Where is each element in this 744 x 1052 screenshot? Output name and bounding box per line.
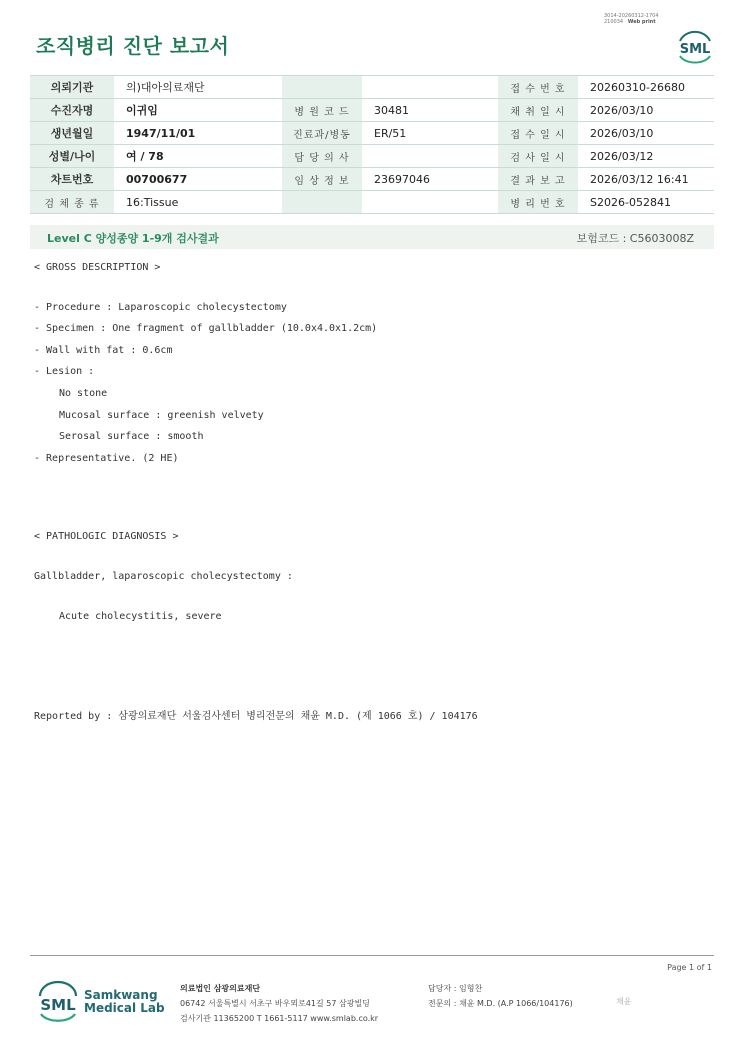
info-label: 수진자명 bbox=[30, 99, 114, 122]
footer-divider bbox=[30, 955, 714, 956]
page-number: Page 1 of 1 bbox=[667, 963, 712, 972]
info-value: 2026/03/12 bbox=[578, 145, 714, 168]
info-row bbox=[30, 168, 714, 191]
meta-code: 210034 bbox=[604, 19, 624, 25]
sml-logo-icon bbox=[676, 26, 714, 64]
signature: 채윤 bbox=[616, 997, 632, 1006]
info-value: 2026/03/10 bbox=[578, 122, 714, 145]
info-label: 병 리 번 호 bbox=[498, 191, 578, 214]
gross-wall: - Wall with fat : 0.6cm bbox=[34, 345, 173, 356]
info-row bbox=[30, 76, 714, 99]
staff-label: 담당자 : bbox=[428, 984, 457, 993]
meta-web-print: Web print bbox=[627, 19, 656, 25]
lab-name-line2: Medical Lab bbox=[84, 1001, 165, 1015]
lab-name-line1: Samkwang bbox=[84, 988, 158, 1002]
org-name: 의료법인 삼광의료재단 bbox=[180, 984, 261, 993]
insurance-code: 보험코드 : C5603008Z bbox=[576, 232, 694, 245]
info-label: 결 과 보 고 bbox=[498, 168, 578, 191]
print-meta bbox=[604, 13, 659, 25]
diagnosis-site: Gallbladder, laparoscopic cholecystectomy : bbox=[34, 571, 293, 582]
info-value: 의)대아의료재단 bbox=[114, 76, 282, 99]
info-value: 이귀임 bbox=[114, 99, 282, 122]
info-label: 접 수 번 호 bbox=[498, 76, 578, 99]
gross-procedure: - Procedure : Laparoscopic cholecystectomy bbox=[34, 302, 287, 313]
specialist-name: 채윤 M.D. (A.P 1066/104176) bbox=[458, 999, 573, 1008]
info-value bbox=[362, 145, 498, 168]
lesion-serosal: Serosal surface : smooth bbox=[59, 431, 204, 442]
info-label: 차트번호 bbox=[30, 168, 114, 191]
reported-by: Reported by : 삼광의료재단 서울검사센터 병리전문의 채윤 M.D. (제 1066 호) / 104176 bbox=[34, 711, 478, 722]
gross-specimen: - Specimen : One fragment of gallbladder (10.0x4.0x1.2cm) bbox=[34, 323, 378, 334]
staff-name: 임형찬 bbox=[458, 984, 483, 993]
org-address: 06742 서울특별시 서초구 바우뫼로41길 57 삼광빌딩 bbox=[180, 999, 370, 1008]
meta-id: 3014-20260312-1704 bbox=[604, 13, 659, 19]
info-value: 23697046 bbox=[362, 168, 498, 191]
info-row bbox=[30, 191, 714, 214]
info-value: 2026/03/12 16:41 bbox=[578, 168, 714, 191]
info-value: 여 / 78 bbox=[114, 145, 282, 168]
info-value: ER/51 bbox=[362, 122, 498, 145]
info-value bbox=[362, 76, 498, 99]
info-label: 의뢰기관 bbox=[30, 76, 114, 99]
info-label: 성별/나이 bbox=[30, 145, 114, 168]
diagnosis-header: < PATHOLOGIC DIAGNOSIS > bbox=[34, 531, 179, 542]
info-value: 00700677 bbox=[114, 168, 282, 191]
info-label: 진료과/병동 bbox=[282, 122, 362, 145]
svg-text:SML: SML bbox=[40, 996, 76, 1014]
report-title: 조직병리 진단 보고서 bbox=[36, 34, 230, 58]
info-value: 20260310-26680 bbox=[578, 76, 714, 99]
info-label: 담 당 의 사 bbox=[282, 145, 362, 168]
info-label: 병 원 코 드 bbox=[282, 99, 362, 122]
gross-header: < GROSS DESCRIPTION > bbox=[34, 262, 161, 273]
lesion-mucosal: Mucosal surface : greenish velvety bbox=[59, 410, 264, 421]
patient-info-table bbox=[30, 75, 714, 214]
info-label: 검 사 일 시 bbox=[498, 145, 578, 168]
info-value bbox=[362, 191, 498, 214]
info-label: 생년월일 bbox=[30, 122, 114, 145]
info-label bbox=[282, 191, 362, 214]
org-contact: 검사기관 11365200 T 1661-5117 www.smlab.co.kr bbox=[180, 1014, 379, 1023]
info-value: 1947/11/01 bbox=[114, 122, 282, 145]
gross-lesion: - Lesion : bbox=[34, 366, 95, 377]
info-value: S2026-052841 bbox=[578, 191, 714, 214]
diagnosis-result: Acute cholecystitis, severe bbox=[59, 611, 222, 622]
specialist-label: 전문의 : bbox=[428, 999, 457, 1008]
info-value: 16:Tissue bbox=[114, 191, 282, 214]
info-label: 임 상 정 보 bbox=[282, 168, 362, 191]
info-row bbox=[30, 122, 714, 145]
level-bar bbox=[30, 225, 714, 249]
sml-footer-logo-icon bbox=[36, 980, 80, 1024]
lesion-no-stone: No stone bbox=[59, 388, 108, 399]
info-label: 검 체 종 류 bbox=[30, 191, 114, 214]
level-label: Level C 양성종양 1-9개 검사결과 bbox=[47, 232, 219, 245]
footer-org bbox=[180, 981, 378, 1026]
info-label: 접 수 일 시 bbox=[498, 122, 578, 145]
info-value: 2026/03/10 bbox=[578, 99, 714, 122]
info-label bbox=[282, 76, 362, 99]
info-row bbox=[30, 99, 714, 122]
info-row bbox=[30, 145, 714, 168]
footer-lab-name bbox=[84, 989, 165, 1015]
info-value: 30481 bbox=[362, 99, 498, 122]
info-label: 채 취 일 시 bbox=[498, 99, 578, 122]
gross-representative: - Representative. (2 HE) bbox=[34, 453, 179, 464]
footer-responsible bbox=[428, 981, 573, 1011]
svg-text:SML: SML bbox=[679, 42, 711, 57]
